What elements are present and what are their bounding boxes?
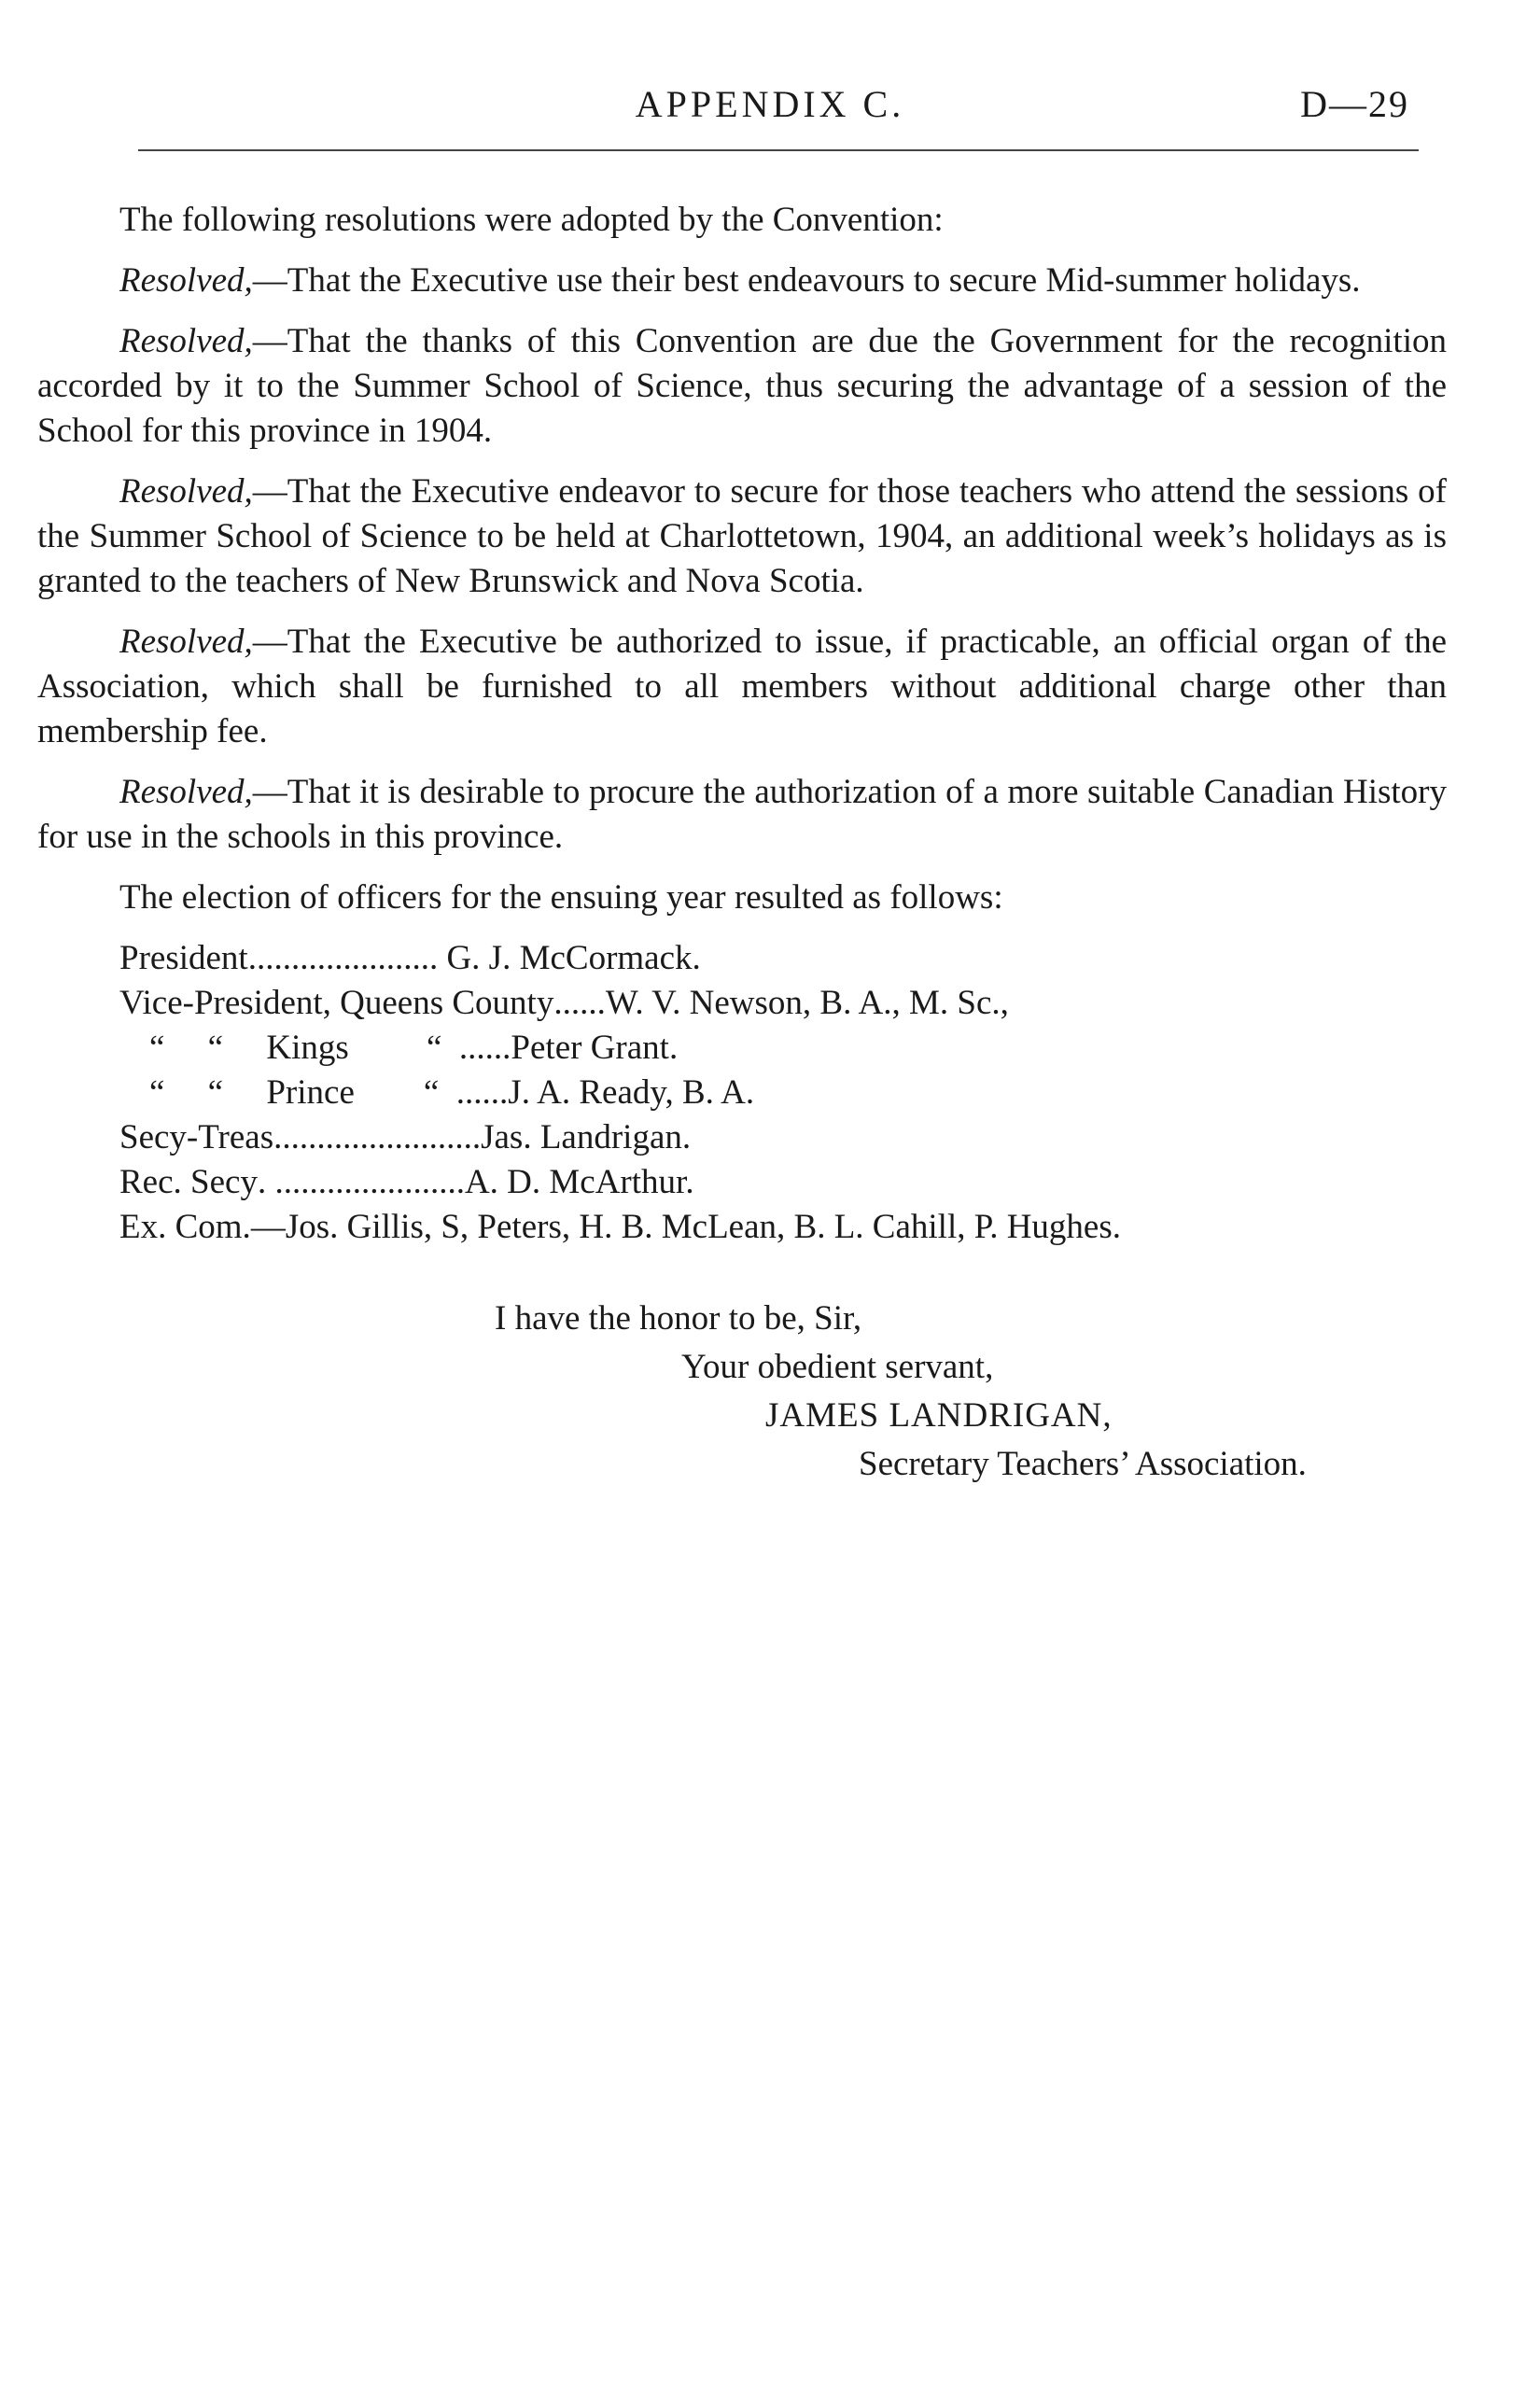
- officer-row: [119, 981, 1447, 1026]
- officer-role: Secy-Treas: [119, 1118, 274, 1156]
- resolution-paragraph: [37, 259, 1447, 303]
- leader-dots: ......: [553, 984, 606, 1022]
- resolution-paragraph: [37, 770, 1447, 860]
- resolution-text: —That the Executive use their best endeavours to secure Mid-summer holidays.: [252, 261, 1361, 300]
- resolution-paragraph: [37, 620, 1447, 754]
- officer-name: W. V. Newson, B. A., M. Sc.,: [605, 984, 1009, 1022]
- executive-committee: [119, 1205, 1447, 1250]
- officer-name: G. J. McCormack.: [446, 939, 701, 977]
- page-number: D—29: [1300, 83, 1409, 125]
- resolution-text: —That the Executive be authorized to issue, if practicable, an official organ of the Association, which shall be furnished to all members without additional charge other than membership fee.: [37, 623, 1447, 750]
- officer-role: President: [119, 939, 248, 977]
- intro-paragraph: The following resolutions were adopted by the Convention:: [119, 201, 944, 239]
- officer-role: Rec. Secy: [119, 1163, 258, 1201]
- officer-name: Peter Grant.: [511, 1029, 679, 1067]
- officers-list: [37, 936, 1447, 1250]
- resolved-lead: Resolved,: [119, 472, 253, 511]
- officer-name: J. A. Ready, B. A.: [508, 1073, 755, 1112]
- resolved-lead: Resolved,: [119, 773, 253, 811]
- officer-row: [119, 1160, 1447, 1205]
- officer-row: [119, 1115, 1447, 1160]
- excom-label: Ex. Com.: [119, 1208, 251, 1246]
- closing-line: I have the honor to be, Sir,: [495, 1299, 862, 1338]
- resolution-paragraph: [37, 469, 1447, 604]
- officer-name: Jas. Landrigan.: [481, 1118, 692, 1156]
- signature-title: Secretary Teachers’ Association.: [859, 1445, 1307, 1483]
- officer-role: “ “ Kings “: [149, 1029, 442, 1067]
- closing-block: [37, 1296, 1447, 1491]
- officer-name: A. D. McArthur.: [464, 1163, 694, 1201]
- officer-role: “ “ Prince “: [149, 1073, 440, 1112]
- resolution-text: —That it is desirable to procure the authorization of a more suitable Canadian History for use in the schools in this province.: [37, 773, 1447, 856]
- resolved-lead: Resolved,: [119, 261, 253, 300]
- officer-row: [119, 1071, 1447, 1115]
- leader-dots: ......: [441, 1029, 511, 1067]
- resolved-lead: Resolved,: [119, 322, 253, 360]
- page-header: [37, 82, 1503, 129]
- election-intro: The election of officers for the ensuing year resulted as follows:: [119, 878, 1003, 917]
- leader-dots: . ......................: [257, 1163, 465, 1201]
- appendix-title: APPENDIX C.: [635, 83, 905, 125]
- header-rule: [138, 149, 1419, 151]
- officer-row: [119, 936, 1447, 981]
- leader-dots: ........................: [273, 1118, 482, 1156]
- resolution-text: —That the thanks of this Convention are due the Government for the recognition accorded by it to the Summer School of Science, thus securing the advantage of a session of the School for this province in 1904.: [37, 322, 1447, 450]
- leader-dots: ......................: [247, 939, 447, 977]
- officer-row: [119, 1026, 1447, 1071]
- document-body: [37, 198, 1447, 1491]
- signature-name: JAMES LANDRIGAN,: [765, 1396, 1113, 1435]
- leader-dots: ......: [439, 1073, 509, 1112]
- resolution-text: —That the Executive endeavor to secure for those teachers who attend the sessions of the Summer School of Science to be held at Charlottetown, 1904, an additional week’s holidays as is granted to the teachers of New Brunswick and Nova Scotia.: [37, 472, 1447, 600]
- officer-role: Vice-President, Queens County: [119, 984, 554, 1022]
- resolution-paragraph: [37, 319, 1447, 454]
- excom-members: —Jos. Gillis, S, Peters, H. B. McLean, B. L. Cahill, P. Hughes.: [250, 1208, 1122, 1246]
- resolved-lead: Resolved,: [119, 623, 253, 661]
- closing-line: Your obedient servant,: [681, 1348, 994, 1386]
